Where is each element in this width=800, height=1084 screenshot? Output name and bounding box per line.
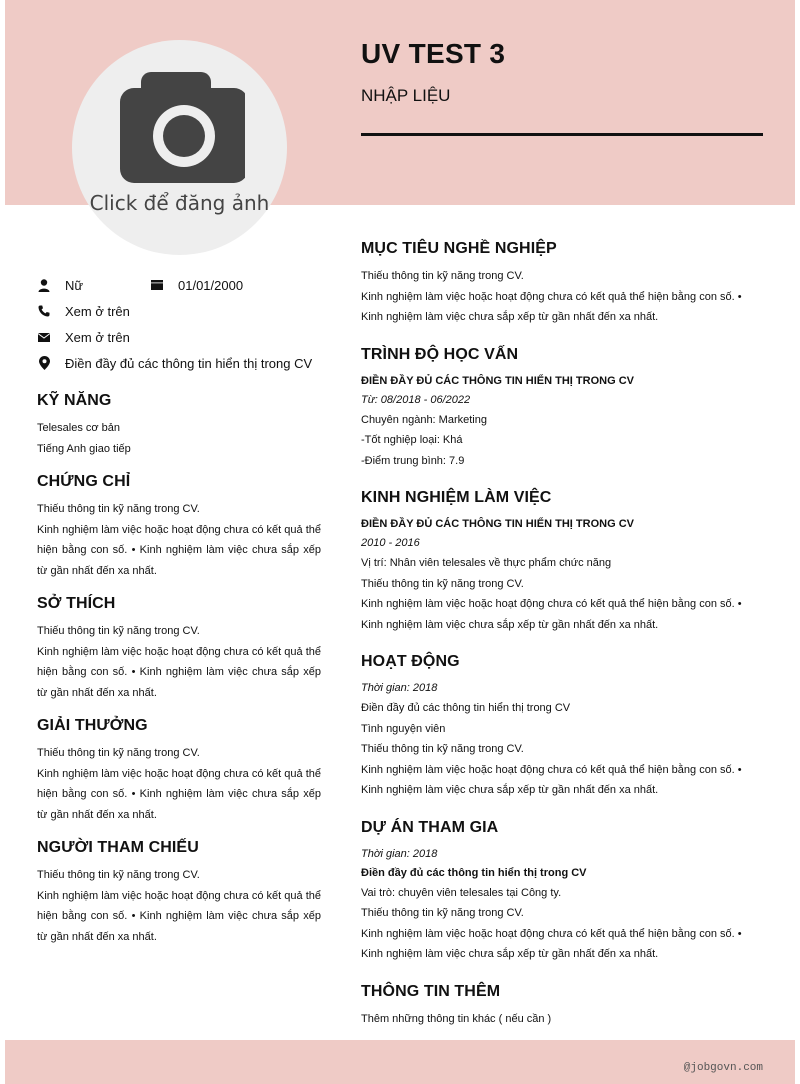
contact-row-gender-birthday bbox=[37, 272, 321, 298]
phone-value[interactable]: Xem ở trên bbox=[65, 303, 130, 319]
company-name[interactable]: ĐIỀN ĐẦY ĐỦ CÁC THÔNG TIN HIỂN THỊ TRONG CV bbox=[361, 518, 634, 530]
contact-row-phone bbox=[37, 298, 321, 324]
project-line[interactable]: Vai trò: chuyên viên telesales tại Công ty. bbox=[361, 886, 562, 899]
phone-icon bbox=[37, 304, 51, 318]
candidate-position[interactable]: NHẬP LIỆU bbox=[361, 86, 451, 105]
award-line[interactable]: Kinh nghiệm làm việc hoặc hoạt động chưa có kết quả thể hiện bằng con số. • Kinh nghiệm làm việc chưa sắp xếp từ gần nhất đến xa nhất. bbox=[37, 767, 321, 821]
education-line[interactable]: -Tốt nghiệp loại: Khá bbox=[361, 434, 463, 446]
education-line[interactable]: Chuyên ngành: Marketing bbox=[361, 413, 487, 426]
project-line[interactable]: Kinh nghiệm làm việc hoặc hoạt động chưa có kết quả thể hiện bằng con số. • Kinh nghiệm làm việc chưa sắp xếp từ gần nhất đến xa nhất. bbox=[361, 927, 742, 960]
location-pin-icon bbox=[37, 356, 51, 370]
email-icon bbox=[37, 330, 51, 344]
hobby-line[interactable]: Kinh nghiệm làm việc hoặc hoạt động chưa có kết quả thể hiện bằng con số. • Kinh nghiệm làm việc chưa sắp xếp từ gần nhất đến xa nhất. bbox=[37, 645, 321, 699]
certificate-line[interactable]: Thiếu thông tin kỹ năng trong CV. bbox=[37, 503, 200, 515]
certificate-line[interactable]: Kinh nghiệm làm việc hoặc hoạt động chưa có kết quả thể hiện bằng con số. • Kinh nghiệm làm việc chưa sắp xếp từ gần nhất đến xa nhất. bbox=[37, 523, 321, 577]
section-title: TRÌNH ĐỘ HỌC VẤN bbox=[361, 345, 519, 363]
project-line[interactable]: Thiếu thông tin kỹ năng trong CV. bbox=[361, 907, 524, 919]
contact-row-address bbox=[37, 350, 321, 376]
cv-page bbox=[5, 0, 795, 1084]
activity-period[interactable]: Thời gian: 2018 bbox=[361, 682, 438, 694]
section-awards bbox=[37, 717, 321, 825]
email-value[interactable]: Xem ở trên bbox=[65, 329, 130, 345]
avatar-upload-label: Click để đăng ảnh bbox=[89, 191, 270, 215]
section-title: SỞ THÍCH bbox=[37, 595, 116, 612]
footer-watermark: @jobgovn.com bbox=[683, 1062, 763, 1074]
footer-band bbox=[5, 1040, 795, 1084]
person-icon bbox=[37, 278, 51, 292]
award-line[interactable]: Thiếu thông tin kỹ năng trong CV. bbox=[37, 747, 200, 759]
calendar-icon bbox=[150, 278, 164, 292]
activity-line[interactable]: Thiếu thông tin kỹ năng trong CV. bbox=[361, 743, 524, 755]
project-name[interactable]: Điền đầy đủ các thông tin hiển thị trong CV bbox=[361, 866, 587, 879]
section-skills bbox=[37, 392, 321, 459]
address-value[interactable]: Điền đầy đủ các thông tin hiển thị trong CV bbox=[65, 355, 313, 371]
section-references bbox=[37, 839, 321, 947]
header-divider bbox=[361, 133, 763, 136]
right-column bbox=[361, 240, 763, 1047]
section-experience bbox=[361, 489, 763, 635]
birthday-value[interactable]: 01/01/2000 bbox=[178, 277, 244, 293]
skill-item[interactable]: Tiếng Anh giao tiếp bbox=[37, 442, 131, 455]
objective-line[interactable]: Kinh nghiệm làm việc hoặc hoạt động chưa có kết quả thể hiện bằng con số. • Kinh nghiệm làm việc chưa sắp xếp từ gần nhất đến xa nhất. bbox=[361, 290, 742, 323]
section-title: CHỨNG CHỈ bbox=[37, 473, 131, 490]
additional-line[interactable]: Thêm những thông tin khác ( nếu cần ) bbox=[361, 1012, 552, 1025]
hobby-line[interactable]: Thiếu thông tin kỹ năng trong CV. bbox=[37, 625, 200, 637]
gender-value[interactable]: Nữ bbox=[65, 277, 84, 293]
activity-line[interactable]: Kinh nghiệm làm việc hoặc hoạt động chưa có kết quả thể hiện bằng con số. • Kinh nghiệm làm việc chưa sắp xếp từ gần nhất đến xa nhất. bbox=[361, 763, 742, 796]
experience-line[interactable]: Vị trí: Nhân viên telesales về thực phẩm chức năng bbox=[361, 557, 612, 569]
objective-line[interactable]: Thiếu thông tin kỹ năng trong CV. bbox=[361, 270, 524, 282]
section-title: NGƯỜI THAM CHIẾU bbox=[37, 839, 199, 856]
section-title: KỸ NĂNG bbox=[37, 392, 112, 409]
section-title: KINH NGHIỆM LÀM VIỆC bbox=[361, 489, 552, 506]
school-name[interactable]: ĐIỀN ĐẦY ĐỦ CÁC THÔNG TIN HIỂN THỊ TRONG CV bbox=[361, 374, 634, 387]
section-activities bbox=[361, 653, 763, 801]
skill-item[interactable]: Telesales cơ bản bbox=[37, 422, 121, 434]
left-column bbox=[37, 272, 321, 947]
avatar-upload[interactable] bbox=[72, 40, 287, 255]
section-title: MỤC TIÊU NGHỀ NGHIỆP bbox=[361, 240, 557, 257]
section-education bbox=[361, 346, 763, 472]
section-certificates bbox=[37, 473, 321, 581]
reference-line[interactable]: Kinh nghiệm làm việc hoặc hoạt động chưa có kết quả thể hiện bằng con số. • Kinh nghiệm làm việc chưa sắp xếp từ gần nhất đến xa nhất. bbox=[37, 889, 321, 943]
candidate-name[interactable]: UV TEST 3 bbox=[361, 38, 506, 69]
camera-icon bbox=[115, 70, 245, 185]
experience-line[interactable]: Kinh nghiệm làm việc hoặc hoạt động chưa có kết quả thể hiện bằng con số. • Kinh nghiệm làm việc chưa sắp xếp từ gần nhất đến xa nhất. bbox=[361, 598, 742, 631]
reference-line[interactable]: Thiếu thông tin kỹ năng trong CV. bbox=[37, 869, 200, 881]
section-title: GIẢI THƯỞNG bbox=[37, 717, 148, 734]
contact-row-email bbox=[37, 324, 321, 350]
education-line[interactable]: -Điểm trung bình: 7.9 bbox=[361, 454, 465, 467]
project-period[interactable]: Thời gian: 2018 bbox=[361, 847, 438, 860]
section-title: DỰ ÁN THAM GIA bbox=[361, 818, 499, 836]
experience-period[interactable]: 2010 - 2016 bbox=[361, 537, 420, 549]
section-hobbies bbox=[37, 595, 321, 703]
section-title: HOẠT ĐỘNG bbox=[361, 653, 460, 670]
section-additional-info bbox=[361, 983, 763, 1030]
experience-line[interactable]: Thiếu thông tin kỹ năng trong CV. bbox=[361, 577, 524, 590]
section-projects bbox=[361, 819, 763, 965]
section-objective bbox=[361, 240, 763, 328]
section-title: THÔNG TIN THÊM bbox=[361, 982, 501, 1000]
activity-line[interactable]: Điền đầy đủ các thông tin hiển thị trong CV bbox=[361, 702, 571, 714]
activity-line[interactable]: Tình nguyện viên bbox=[361, 722, 446, 735]
education-period[interactable]: Từ: 08/2018 - 06/2022 bbox=[361, 393, 471, 406]
